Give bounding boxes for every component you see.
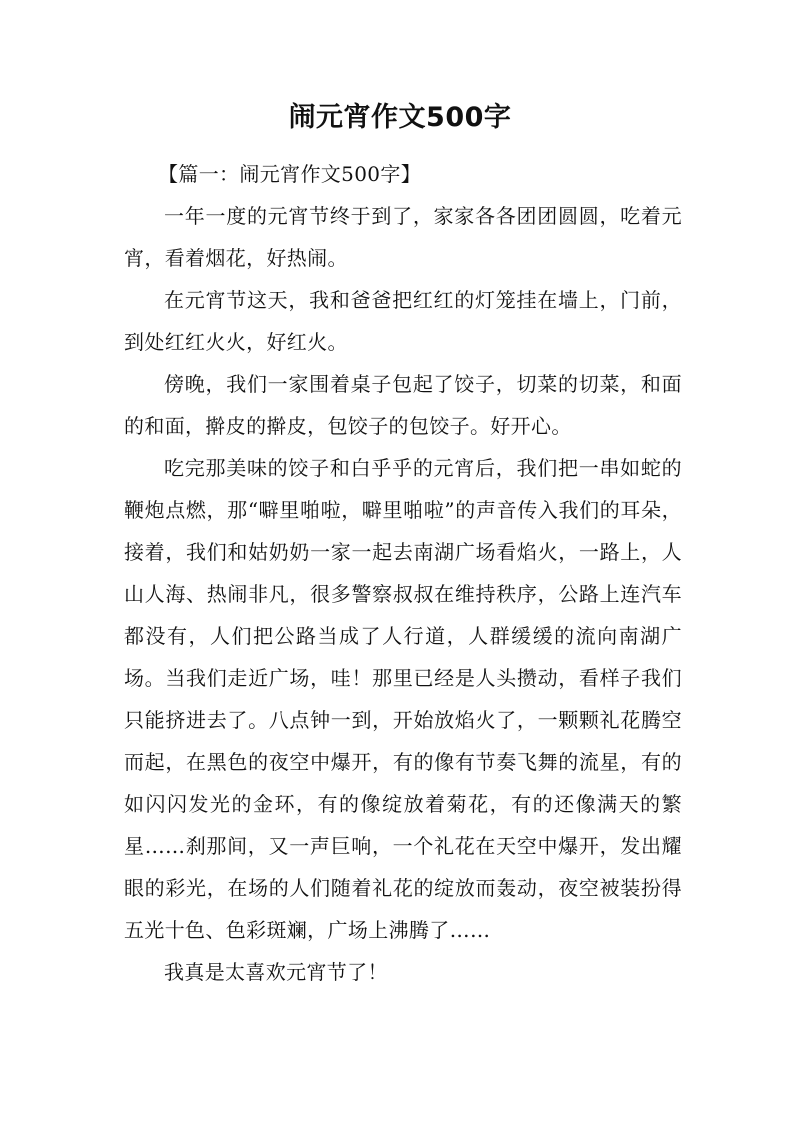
paragraph-1: 一年一度的元宵节终于到了，家家各各团团圆圆，吃着元宵，看着烟花，好热闹。 [124, 204, 682, 270]
paragraph-2: 在元宵节这天，我和爸爸把红红的灯笼挂在墙上，门前，到处红红火火，好红火。 [124, 288, 682, 354]
paragraph-4: 吃完那美味的饺子和白乎乎的元宵后，我们把一串如蛇的鞭炮点燃，那“噼里啪啦，噼里啪啦”的声音传入我们的耳朵，接着，我们和姑奶奶一家一起去南湖广场看焰火，一路上，人山人海、热闹非凡，很多警察叔叔在维持秩序，公路上连汽车都没有，人们把公路当成了人行道，人群缓缓的流向南湖广场。当我们走近广场，哇！那里已经是人头攒动，看样子我们只能挤进去了。八点钟一到，开始放焰火了，一颗颗礼花腾空而起，在黑色的夜空中爆开，有的像有节奏飞舞的流星，有的如闪闪发光的金环，有的像绽放着菊花，有的还像满天的繁星……刹那间，又一声巨响，一个礼花在天空中爆开，发出耀眼的彩光，在场的人们随着礼花的绽放而轰动，夜空被装扮得五光十色、色彩斑斓，广场上沸腾了…… [124, 456, 682, 942]
document-title: 闹元宵作文500字 [288, 102, 512, 133]
paragraph-5: 我真是太喜欢元宵节了！ [164, 960, 388, 984]
document-body [124, 153, 682, 993]
section-heading: 【篇一：闹元宵作文500字】 [158, 162, 422, 186]
paragraph-3: 傍晚，我们一家围着桌子包起了饺子，切菜的切菜，和面的和面，擀皮的擀皮，包饺子的包饺子。好开心。 [124, 372, 682, 438]
